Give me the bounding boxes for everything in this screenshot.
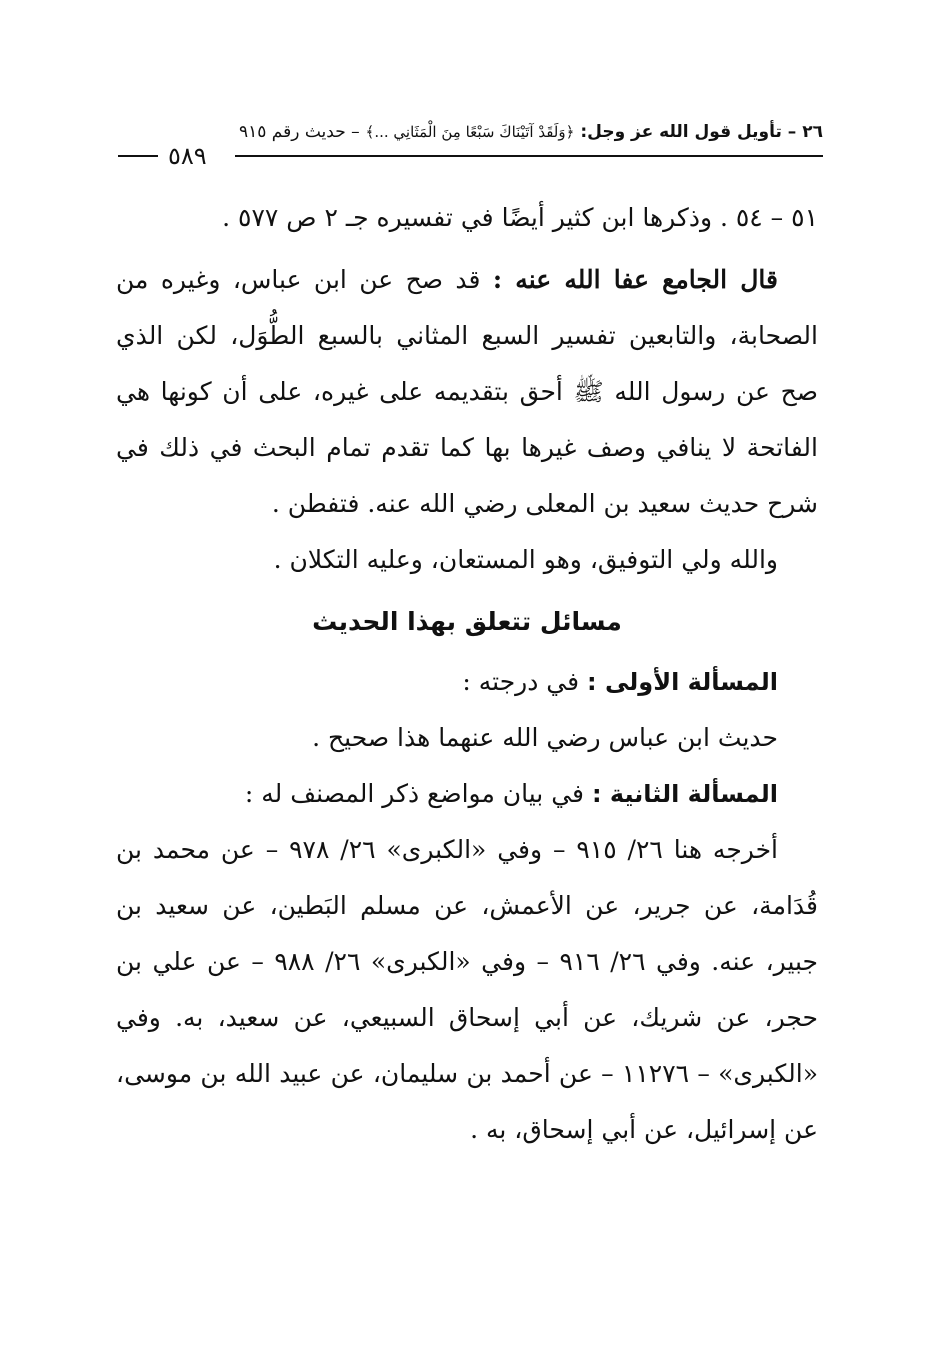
- closing-line: والله ولي التوفيق، وهو المستعان، وعليه التكلان .: [273, 545, 778, 574]
- section-heading: مسائل تتعلق بهذا الحديث: [312, 607, 622, 636]
- page-number: ٥٨٩: [168, 142, 207, 170]
- hadith-reference: – حديث رقم ٩١٥: [239, 122, 360, 142]
- header-title: [223, 122, 823, 142]
- page-number-dash: [118, 155, 158, 157]
- compiler-text: قد صح عن ابن عباس، وغيره من الصحابة، والتابعين تفسير السبع المثاني بالسبع الطُّوَل، لكن الذي صح عن رسول الله ﷺ أحق بتقديمه على غيره، على أن كونها هي الفاتحة لا ينافي وصف غيرها بها كما تقدم تمام البحث في ذلك في شرح حديث سعيد بن المعلى رضي الله عنه. فتفطن .: [116, 265, 818, 518]
- quran-verse: ﴿وَلَقَدْ آتَيْنَاكَ سَبْعًا مِنَ الْمَثَانِي ...﴾: [365, 123, 575, 141]
- page-body: [116, 190, 818, 1158]
- running-header: [118, 122, 823, 178]
- chapter-title: ٢٦ – تأويل قول الله عز وجل:: [580, 122, 823, 142]
- issue1-heading: [116, 654, 818, 710]
- issue2-title: في بيان مواضع ذكر المصنف له :: [244, 779, 584, 808]
- issue2-heading: [116, 766, 818, 822]
- issue1-title: في درجته :: [462, 667, 580, 696]
- issue1-text: حديث ابن عباس رضي الله عنهما هذا صحيح .: [312, 723, 778, 752]
- issue2-text: أخرجه هنا ٢٦/ ٩١٥ – وفي «الكبرى» ٢٦/ ٩٧٨ – عن محمد بن قُدَامة، عن جرير، عن الأعمش، عن مسلم البَطين، عن سعيد بن جبير، عنه. وفي ٢٦/ ٩١٦ – وفي «الكبرى» ٢٦/ ٩٨٨ – عن علي بن حجر، عن شريك، عن أبي إسحاق السبيعي، عن سعيد، به. وفي «الكبرى» – ١١٢٧٦ – عن أحمد بن سليمان، عن عبيد الله بن موسى، عن إسرائيل، عن أبي إسحاق، به .: [116, 835, 818, 1144]
- compiler-label: قال الجامع عفا الله عنه :: [492, 265, 779, 294]
- issue1-label: المسألة الأولى :: [587, 668, 778, 696]
- compiler-paragraph: [116, 252, 818, 532]
- header-rule: [235, 155, 823, 157]
- intro-line: ٥١ – ٥٤ . وذكرها ابن كثير أيضًا في تفسيره جـ ٢ ص ٥٧٧ .: [222, 203, 818, 232]
- issue2-label: المسألة الثانية :: [591, 780, 778, 808]
